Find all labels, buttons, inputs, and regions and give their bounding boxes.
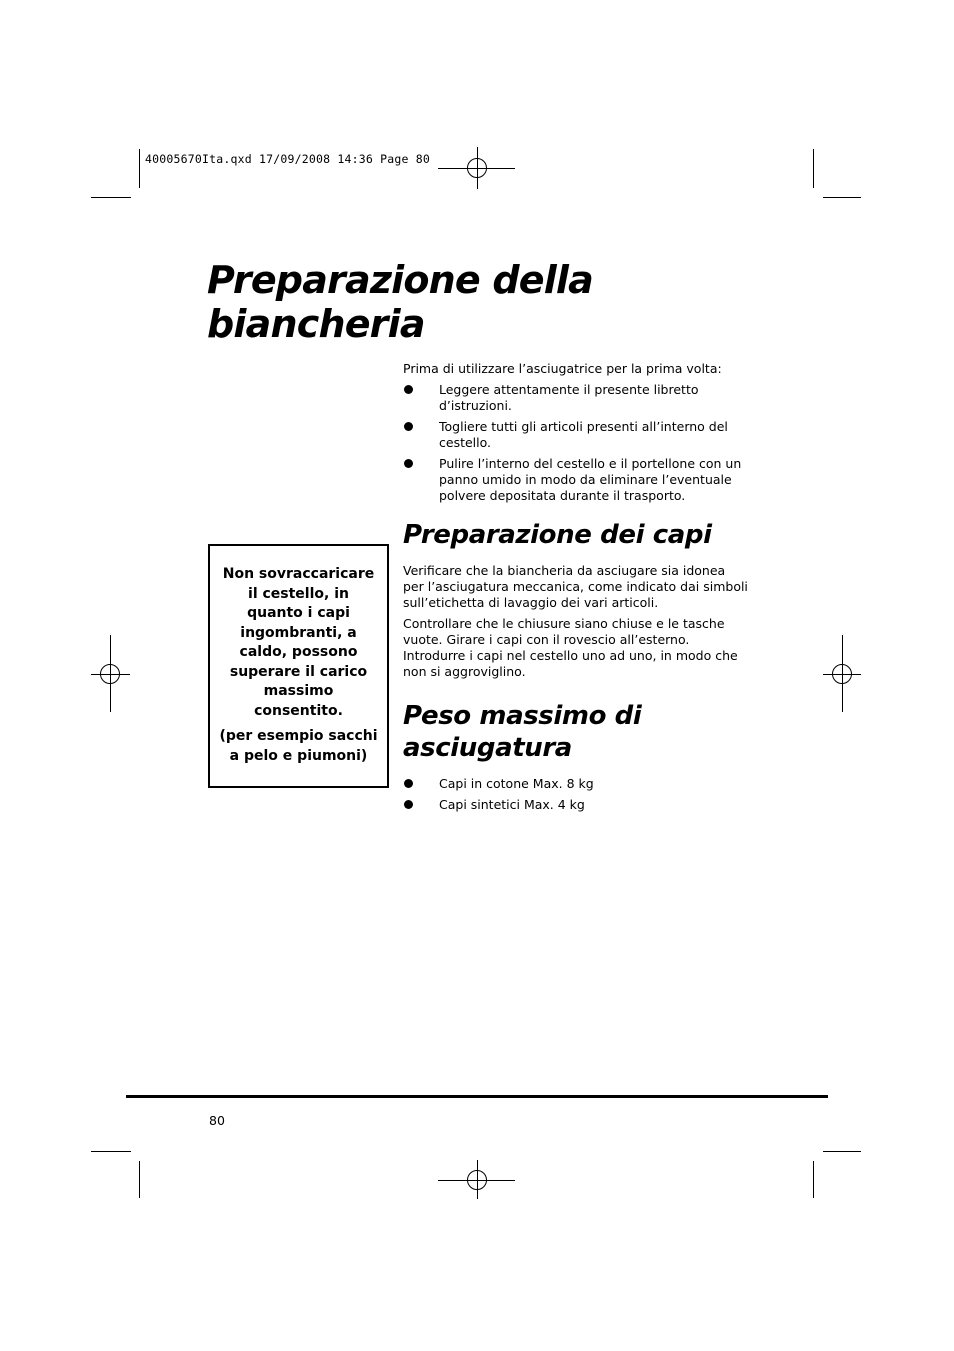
list-item-text: Togliere tutti gli articoli presenti all’interno del cestello. bbox=[439, 419, 728, 450]
page-number: 80 bbox=[209, 1113, 225, 1128]
crop-mark bbox=[813, 149, 814, 188]
registration-circle bbox=[100, 664, 120, 684]
footer-rule bbox=[126, 1095, 828, 1098]
list-item bbox=[403, 797, 748, 813]
list-item bbox=[403, 419, 748, 451]
warning-example: (per esempio sacchi a pelo e piumoni) bbox=[219, 728, 378, 764]
list-item-text: Capi in cotone Max. 8 kg bbox=[439, 776, 594, 791]
page-title bbox=[207, 258, 593, 346]
intro-lead: Prima di utilizzare l’asciugatrice per la prima volta: bbox=[403, 361, 722, 376]
section-body-preparazione bbox=[403, 563, 748, 685]
registration-circle bbox=[832, 664, 852, 684]
registration-circle bbox=[467, 1170, 487, 1190]
bullet-icon bbox=[404, 422, 413, 431]
section-body-peso-massimo bbox=[403, 776, 748, 818]
crop-mark bbox=[823, 197, 861, 198]
section-heading-peso-massimo: Peso massimo di asciugatura bbox=[403, 701, 642, 763]
section-heading-preparazione: Preparazione dei capi bbox=[403, 520, 712, 550]
print-slug: 40005670Ita.qxd 17/09/2008 14:36 Page 80 bbox=[145, 152, 430, 166]
bullet-icon bbox=[404, 459, 413, 468]
list-item bbox=[403, 456, 748, 504]
paragraph: Verificare che la biancheria da asciugare sia idonea per l’asciugatura meccanica, come indicato dai simboli sull’etichetta di lavaggio dei vari articoli. bbox=[403, 563, 748, 610]
intro-section bbox=[403, 361, 748, 509]
bullet-icon bbox=[404, 385, 413, 394]
crop-mark bbox=[813, 1161, 814, 1198]
warning-text: Non sovraccaricare il cestello, in quanto i capi ingombranti, a caldo, possono superare il carico massimo consentito. bbox=[222, 566, 375, 719]
warning-box bbox=[208, 544, 389, 788]
list-item bbox=[403, 382, 748, 414]
paragraph: Controllare che le chiusure siano chiuse e le tasche vuote. Girare i capi con il rovescio all’esterno. Introdurre i capi nel cestello uno ad uno, in modo che non si aggroviglino. bbox=[403, 616, 738, 679]
registration-circle bbox=[467, 158, 487, 178]
weight-list bbox=[403, 776, 748, 813]
list-item-text: Pulire l’interno del cestello e il portellone con un panno umido in modo da eliminare l’eventuale polvere depositata durante il trasporto. bbox=[439, 456, 742, 503]
page-title-line-2: biancheria bbox=[207, 302, 425, 346]
crop-mark bbox=[91, 197, 131, 198]
list-item-text: Capi sintetici Max. 4 kg bbox=[439, 797, 585, 812]
list-item-text: Leggere attentamente il presente libretto d’istruzioni. bbox=[439, 382, 699, 413]
page-title-line-1: Preparazione della bbox=[207, 258, 593, 302]
intro-list bbox=[403, 382, 748, 504]
crop-mark bbox=[823, 1151, 861, 1152]
list-item bbox=[403, 776, 748, 792]
bullet-icon bbox=[404, 800, 413, 809]
bullet-icon bbox=[404, 779, 413, 788]
crop-mark bbox=[91, 1151, 131, 1152]
crop-mark bbox=[139, 1161, 140, 1198]
crop-mark bbox=[139, 149, 140, 188]
